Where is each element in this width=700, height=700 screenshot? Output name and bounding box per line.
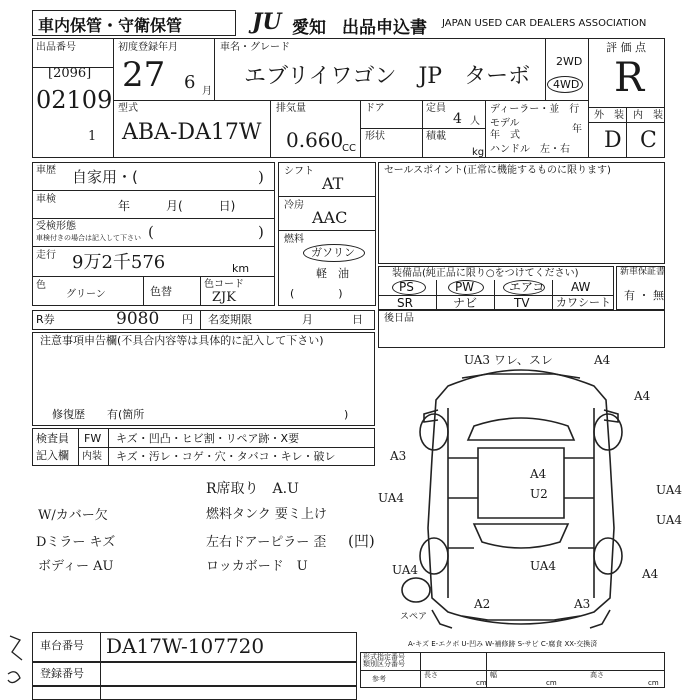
model-type: ABA-DA17W: [122, 120, 262, 145]
drive-2wd: 2WD: [556, 55, 583, 68]
capacity: 4: [453, 111, 462, 127]
mark-4: UA4: [378, 491, 405, 505]
lot-no: 02109: [36, 86, 113, 114]
height-unit: cm: [648, 679, 659, 687]
sales-point-label: セールスポイント(正常に機能するものに限ります): [384, 165, 611, 176]
fuel-1: ガソリン: [311, 246, 355, 259]
org-name: 愛知: [292, 18, 326, 38]
logo: JU: [252, 9, 282, 35]
color-label: 色: [36, 280, 46, 291]
interior-grade: C: [640, 128, 657, 153]
history-label: 車歴: [36, 165, 56, 176]
eq-navi: ナビ: [453, 296, 478, 310]
storage-label: 車内保管・守衛保管: [38, 16, 183, 35]
note-8: ロッカボード U: [206, 559, 308, 574]
note-7: ボディー AU: [38, 559, 114, 574]
reg-no-label: 登録番号: [40, 667, 84, 680]
chassis-label: 車台番号: [40, 639, 84, 652]
equipment-label: 装備品(純正品に限り○をつけてください): [392, 268, 579, 279]
displacement: 0.660: [286, 128, 344, 152]
mark-5: A4: [530, 467, 547, 481]
note-1: R席取り A.U: [206, 481, 299, 497]
exterior-grade: D: [604, 128, 622, 153]
eq-aw: AW: [571, 280, 591, 294]
mark-3: A3: [390, 449, 407, 463]
reg-year: 27: [122, 55, 166, 95]
fw-label: FW: [84, 432, 102, 445]
interior-label: 内 装: [633, 110, 663, 121]
later-date-frame: [378, 310, 665, 348]
mark-13: A3: [574, 597, 591, 611]
cc-label: CC: [342, 143, 356, 154]
eq-tv: TV: [514, 296, 530, 310]
year-label: 年: [572, 124, 582, 135]
receipt-close: ): [258, 223, 264, 241]
repair-close: ): [344, 408, 349, 421]
color-change-label: 色替: [150, 285, 172, 298]
name-change-month: 月: [302, 313, 313, 326]
eq-ps: PS: [399, 280, 414, 294]
bottom-frame: [32, 686, 357, 700]
fuel-2: 軽 油: [316, 267, 349, 280]
dealer-label: ディーラー・並 行: [490, 104, 580, 115]
handle-label: ハンドル 左・右: [490, 144, 570, 155]
mark-11: A4: [642, 567, 659, 581]
repair-label: 修復歴 有(箇所: [52, 408, 145, 421]
mark-10: UA4: [530, 559, 557, 573]
mark-12: A2: [474, 597, 491, 611]
exterior-label: 外 装: [594, 110, 624, 121]
shift-label: シフト: [284, 166, 314, 177]
damage-legend: A-キズ E-エクボ U-凹み W-補修跡 S-サビ C-腐食 XX-交換済: [408, 640, 598, 648]
ref-label: 参考: [372, 675, 386, 683]
name-change-label: 名変期限: [208, 313, 252, 326]
shape-label: 形状: [365, 131, 385, 142]
lot-no-small: [2096]: [48, 66, 92, 81]
mileage-value: 9万2千576: [72, 252, 166, 273]
grade-label: 評 価 点: [606, 41, 646, 54]
form-code-label: 形式指定番号: [363, 653, 405, 661]
inspector-label: 検査員: [36, 432, 69, 445]
car-name-label: 車名・グレード: [220, 42, 290, 53]
shaken-fill: 年 月( 日): [118, 199, 236, 213]
color-value: グリーン: [66, 289, 106, 300]
year-style-label: 年 式: [490, 130, 520, 141]
kg-label: kg: [472, 147, 485, 158]
drive-4wd: 4WD: [553, 78, 580, 91]
spare-label: スペア: [400, 612, 428, 622]
aircon-label: 冷房: [284, 200, 304, 211]
later-date-label: 後日品: [384, 313, 414, 324]
mileage-label: 走行: [36, 250, 56, 261]
name-change-day: 日: [352, 313, 363, 326]
naisou-label: 内装: [82, 451, 102, 462]
width-label: 幅: [490, 671, 497, 679]
class-code-label: 類別区分番号: [363, 660, 405, 668]
doors-label: ドア: [365, 103, 385, 114]
mark-7: UA4: [656, 483, 683, 497]
reg-month: 6: [184, 72, 196, 93]
aircon-value: AAC: [312, 208, 348, 227]
fuel-3: ( ): [290, 287, 343, 300]
eq-ac: エアコ: [509, 280, 545, 294]
color-code: ZJK: [212, 290, 236, 305]
new-warranty-label: 新車保証書: [620, 267, 666, 277]
r-ken-frame: [32, 310, 375, 330]
reg-month-suffix: 月: [202, 86, 212, 97]
history-value: 自家用・(: [72, 168, 138, 186]
width-unit: cm: [546, 679, 557, 687]
mark-6: U2: [530, 487, 548, 501]
shift-value: AT: [322, 174, 344, 193]
eq-sr: SR: [397, 296, 413, 310]
mark-0: UA3 ワレ、スレ: [464, 353, 553, 367]
fw-opts: キズ・凹凸・ヒビ割・リペア跡・X要: [116, 432, 300, 445]
chassis-no: DA17W-107720: [106, 634, 265, 658]
lot-sub: 1: [88, 129, 97, 144]
eq-cassette: カワシート: [556, 296, 611, 309]
first-reg-label: 初度登録年月: [118, 42, 178, 53]
height-label: 高さ: [590, 671, 604, 679]
capacity-unit: 人: [470, 116, 480, 127]
length-unit: cm: [476, 679, 487, 687]
notes-label: 注意事項申告欄(不具合内容等は具体的に記入して下さい): [40, 334, 324, 347]
displacement-label: 排気量: [276, 103, 306, 114]
r-ken-amount: 9080: [116, 309, 160, 329]
sales-point-frame: [378, 162, 665, 264]
eq-pw: PW: [455, 280, 475, 294]
grade-value: R: [614, 55, 645, 101]
receipt-label: 受検形態: [36, 221, 76, 232]
naisou-opts: キズ・汚レ・コゲ・穴・タバコ・キレ・破レ: [116, 450, 336, 463]
history-close: ): [258, 168, 264, 186]
mark-9: UA4: [392, 563, 419, 577]
color-code-label: 色コード: [204, 279, 244, 290]
record-label: 記入欄: [36, 449, 69, 462]
car-name: エブリイワゴン JP ターボ: [244, 64, 531, 89]
yen-label: 円: [182, 313, 193, 326]
fuel-label: 燃料: [284, 234, 304, 245]
note-3: 燃料タンク 要ミ上け: [206, 507, 327, 522]
note-2: W/カバー欠: [38, 508, 108, 523]
model-type-label: 型式: [118, 103, 138, 114]
capacity-label: 定員: [426, 103, 446, 114]
association-name: JAPAN USED CAR DEALERS ASSOCIATION: [442, 18, 647, 29]
car-diagram: [378, 348, 683, 638]
note-4: Dミラー キズ: [36, 535, 116, 550]
mark-1: A4: [594, 353, 611, 367]
mark-8: UA4: [656, 513, 683, 527]
load-label: 積載: [426, 131, 446, 142]
note-6: (凹): [348, 532, 375, 550]
r-ken-label: R券: [36, 313, 55, 326]
receipt-note: 車検付きの場合は記入して下さい: [36, 234, 141, 242]
model-label: モデル: [490, 118, 520, 129]
margin-scribble: [2, 630, 32, 696]
mark-2: A4: [634, 389, 651, 403]
receipt-paren: (: [148, 223, 154, 241]
km-label: km: [232, 262, 250, 275]
form-title: 出品申込書: [342, 18, 427, 38]
length-label: 長さ: [424, 671, 438, 679]
lot-no-label: 出品番号: [36, 42, 76, 53]
shaken-label: 車検: [36, 194, 56, 205]
note-5: 左右ドアーピラー 歪: [206, 535, 327, 550]
warranty-opts: 有 ・ 無: [624, 289, 664, 302]
